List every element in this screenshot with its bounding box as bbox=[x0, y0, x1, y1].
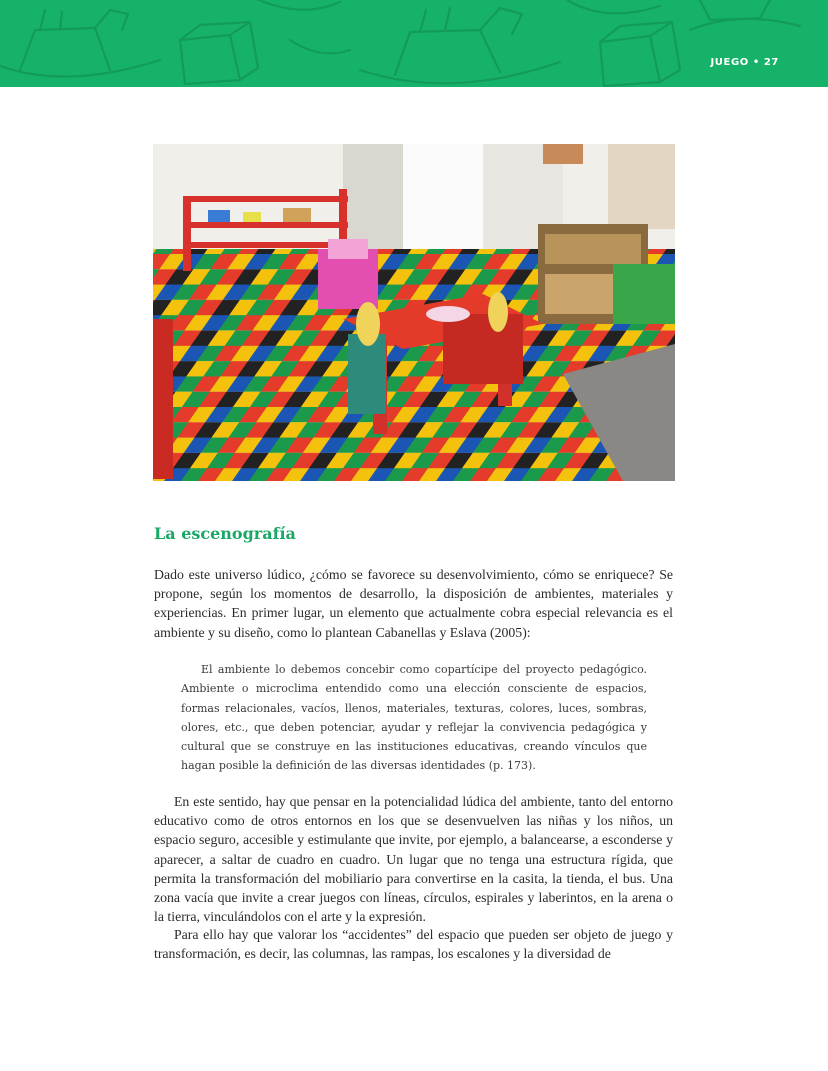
page-number: 27 bbox=[763, 57, 779, 68]
rocking-horse-icon bbox=[360, 8, 560, 83]
paragraph-body: En este sentido, hay que pensar en la potencialidad lúdica del ambiente, tanto del entorno educativo como de otros entornos en los que se desenvuelven las niñas y los niños, un espacio seguro, accesible y estimulante que invite, por ejemplo, a balancearse, a esconderse y aparecer, a saltar de cuadro en cuadro. Un lugar que no tenga una estructura rígida, que permita la transformación del mobiliario para convertirse en la casita, la tienda, el bus. Una zona vacía que invite a crear juegos con líneas, círculos, espirales y laberintos, en la arena o la tierra, vinculándolos con el arte y la expresión. bbox=[154, 794, 673, 925]
toy-box-icon bbox=[560, 0, 680, 86]
page-header-band bbox=[0, 0, 828, 87]
paragraph-continuation: Para ello hay que valorar los “accidentes” del espacio que pueden ser objeto de juego y transformación, es decir, las columnas, las rampas, los escalones y la diversidad de bbox=[154, 927, 673, 962]
block-quote: El ambiente lo debemos concebir como copartícipe del proyecto pedagógico. Ambiente o microclima entendido como una elección consciente de espacios, formas relacionales, vacíos, llenos, materiales, texturas, colores, luces, sombras, olores, etc., que deben potenciar, ayudar y reflejar la convivencia pedagógica y cultural que se construye en las instituciones educativas, creando vínculos que hagan posible la definición de las diversas identidades (p. 173). bbox=[181, 663, 647, 773]
separator-dot: • bbox=[752, 57, 760, 68]
playroom-photo bbox=[153, 144, 675, 481]
toy-box-icon bbox=[180, 22, 258, 84]
running-head bbox=[710, 57, 779, 68]
rocking-horse-icon bbox=[0, 10, 160, 77]
section-title: La escenografía bbox=[154, 524, 296, 543]
toy-pattern bbox=[0, 0, 828, 87]
paragraph-intro: Dado este universo lúdico, ¿cómo se favorece su desenvolvimiento, cómo se enriquece? Se propone, según los momentos de desarrollo, la disposición de ambientes, materiales y experiencias. En primer lugar, un elemento que actualmente cobra especial relevancia es el ambiente y su diseño, como lo plantean Cabanellas y Eslava (2005): bbox=[154, 567, 673, 640]
section-label: JUEGO bbox=[710, 57, 749, 68]
playroom-illustration bbox=[153, 144, 675, 481]
